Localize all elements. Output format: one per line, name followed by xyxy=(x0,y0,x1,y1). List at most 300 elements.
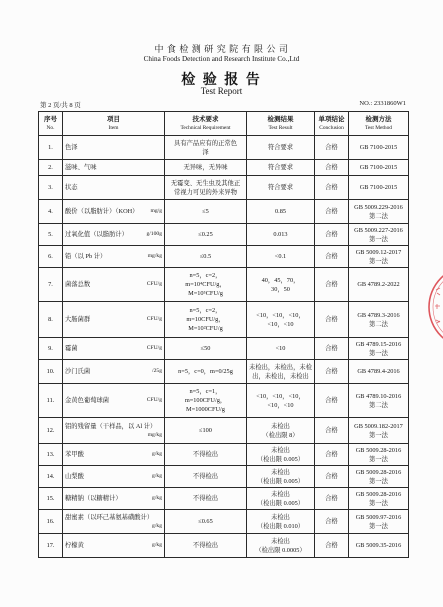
item-name: 糖精钠（以糖精计） xyxy=(65,495,122,502)
item-cell xyxy=(63,444,165,466)
requirement-line: ≤5 xyxy=(202,208,209,215)
item-wrap xyxy=(64,494,163,503)
item-wrap xyxy=(64,344,163,353)
requirement-cell xyxy=(165,338,247,360)
requirement-cell xyxy=(165,136,247,160)
method-cell xyxy=(349,268,409,302)
report-title-en: Test Report xyxy=(200,86,243,96)
item-name: 菌落总数 xyxy=(65,281,91,288)
result-cell xyxy=(247,444,315,466)
item-unit: g/kg xyxy=(152,451,162,457)
row-number: 2. xyxy=(48,164,53,171)
item-name: 色泽 xyxy=(65,144,78,151)
column-header-cn: 技术要求 xyxy=(192,115,219,123)
method-line: GB 5009.227-2016 xyxy=(354,226,403,234)
item-wrap xyxy=(64,367,163,376)
conclusion-cell xyxy=(315,246,349,268)
result-cell xyxy=(247,246,315,268)
result-cell xyxy=(247,200,315,224)
result-line: （检出限 0.005） xyxy=(256,455,305,463)
row-number-cell xyxy=(39,302,63,338)
column-header-result xyxy=(247,112,315,136)
company-name-cn: 中 食 检 测 研 究 院 有 限 公 司 xyxy=(154,44,289,54)
row-number: 3. xyxy=(48,184,53,191)
page-number: 第 2 页/共 8 页 xyxy=(40,102,81,109)
table-row xyxy=(39,176,409,200)
row-number-cell xyxy=(39,176,63,200)
result-cell xyxy=(247,488,315,510)
item-cell xyxy=(63,534,165,558)
seal-outer-ring xyxy=(429,266,443,348)
item-cell xyxy=(63,200,165,224)
conclusion-cell xyxy=(315,488,349,510)
item-unit: g/100g xyxy=(146,231,162,237)
method-line: GB 5009.12-2017 xyxy=(355,248,402,256)
method-cell xyxy=(349,136,409,160)
item-wrap xyxy=(64,513,163,531)
requirement-cell xyxy=(165,224,247,246)
method-cell xyxy=(349,338,409,360)
row-number-cell xyxy=(39,268,63,302)
conclusion-cell xyxy=(315,302,349,338)
column-header-conclusion xyxy=(315,112,349,136)
item-unit: mg/g xyxy=(150,208,162,214)
method-line: GB 4789.2-2022 xyxy=(357,281,400,288)
item-name: 酸价（以脂肪计）（KOH） xyxy=(65,208,139,215)
item-cell xyxy=(63,488,165,510)
result-cell xyxy=(247,302,315,338)
item-name: 苯甲酸 xyxy=(65,451,84,458)
conclusion: 合格 xyxy=(325,518,338,525)
conclusion: 合格 xyxy=(325,345,338,352)
result-line: 符合要求 xyxy=(267,164,294,171)
row-number: 12. xyxy=(46,427,55,434)
requirement-line: M=10⁵CFU/g xyxy=(188,290,223,297)
conclusion: 合格 xyxy=(325,542,338,549)
method-line: GB 7100-2015 xyxy=(359,184,398,191)
column-header-cn: 项目 xyxy=(107,115,120,123)
column-header-cn: 检测方法 xyxy=(365,115,392,123)
conclusion-cell xyxy=(315,200,349,224)
method-cell xyxy=(349,510,409,534)
item-cell xyxy=(63,302,165,338)
item-wrap xyxy=(64,163,163,172)
conclusion: 合格 xyxy=(325,231,338,238)
conclusion-cell xyxy=(315,268,349,302)
table-row xyxy=(39,360,409,384)
row-number-cell xyxy=(39,136,63,160)
requirement-cell xyxy=(165,466,247,488)
requirement-cell xyxy=(165,160,247,176)
column-header-cn: 序号 xyxy=(44,115,57,123)
conclusion-cell xyxy=(315,224,349,246)
conclusion-cell xyxy=(315,160,349,176)
result-line: 未检出 xyxy=(271,422,290,430)
column-header-requirement xyxy=(165,112,247,136)
conclusion: 合格 xyxy=(325,184,338,191)
requirement-line: n=5，c=0，m=0/25g xyxy=(178,368,233,375)
method-line: 第二法 xyxy=(369,401,388,409)
row-number: 16. xyxy=(46,518,55,525)
table-row xyxy=(39,268,409,302)
requirement-cell xyxy=(165,510,247,534)
requirement-line: 不得检出 xyxy=(192,542,219,549)
requirement-line: m=10CFU/g， xyxy=(186,316,225,323)
row-number: 10. xyxy=(46,368,55,375)
item-unit: mg/kg xyxy=(147,431,162,438)
result-cell xyxy=(247,360,315,384)
conclusion: 合格 xyxy=(325,397,338,404)
method-cell xyxy=(349,534,409,558)
requirement-cell xyxy=(165,246,247,268)
table-row xyxy=(39,418,409,444)
method-cell xyxy=(349,302,409,338)
result-line: 0.013 xyxy=(273,231,288,238)
row-number: 1. xyxy=(48,144,53,151)
result-line: <10，<10 xyxy=(267,320,294,328)
requirement-line: 常视力可见的外来异物 xyxy=(174,188,237,196)
requirement-line: ≤0.5 xyxy=(199,253,212,260)
result-line: （检出限 0.005） xyxy=(256,499,305,507)
table-row xyxy=(39,466,409,488)
table-row xyxy=(39,136,409,160)
item-cell xyxy=(63,224,165,246)
method-line: GB 4789.10-2016 xyxy=(355,392,402,400)
result-line: 符合要求 xyxy=(267,144,294,151)
item-wrap xyxy=(64,207,163,216)
requirement-line: ≤100 xyxy=(199,427,212,434)
result-line: <10，<10 xyxy=(267,401,294,409)
item-wrap xyxy=(64,541,163,550)
method-line: 第一法 xyxy=(369,431,388,439)
column-header-item xyxy=(63,112,165,136)
item-name: 铅（以 Pb 计） xyxy=(65,253,107,260)
result-cell xyxy=(247,268,315,302)
item-wrap xyxy=(64,230,163,239)
item-unit: CFU/g xyxy=(146,316,162,322)
column-header-no xyxy=(39,112,63,136)
result-line: （检出限 8） xyxy=(262,431,299,439)
conclusion: 合格 xyxy=(325,451,338,458)
method-cell xyxy=(349,176,409,200)
requirement-cell xyxy=(165,176,247,200)
method-line: GB 7100-2015 xyxy=(359,144,398,151)
result-line: 未检出 xyxy=(271,490,290,498)
result-cell xyxy=(247,534,315,558)
conclusion: 合格 xyxy=(325,281,338,288)
item-cell xyxy=(63,160,165,176)
method-line: 第一法 xyxy=(369,235,388,243)
item-name: 状态 xyxy=(65,184,78,191)
conclusion-cell xyxy=(315,466,349,488)
item-unit: CFU/g xyxy=(146,345,162,351)
row-number: 7. xyxy=(48,281,53,288)
requirement-line: 无异味，无异味 xyxy=(183,164,228,171)
conclusion: 合格 xyxy=(325,368,338,375)
row-number: 15. xyxy=(46,495,55,502)
item-cell xyxy=(63,384,165,418)
method-line: GB 5009.229-2016 xyxy=(354,203,403,211)
table-row xyxy=(39,444,409,466)
requirement-cell xyxy=(165,384,247,418)
column-header-en: Technical Requirement xyxy=(180,124,231,131)
method-line: GB 5009.28-2016 xyxy=(355,490,402,498)
result-line: 30，50 xyxy=(271,285,290,293)
result-cell xyxy=(247,338,315,360)
row-number-cell xyxy=(39,246,63,268)
method-cell xyxy=(349,418,409,444)
table-row xyxy=(39,200,409,224)
row-number-cell xyxy=(39,466,63,488)
item-unit: g/kg xyxy=(152,542,162,548)
requirement-cell xyxy=(165,418,247,444)
method-cell xyxy=(349,160,409,176)
result-line: <0.1 xyxy=(274,253,287,260)
requirement-line: ≤0.25 xyxy=(198,231,213,238)
item-name: 滋味、气味 xyxy=(65,164,97,171)
table-row xyxy=(39,224,409,246)
row-number: 14. xyxy=(46,473,55,480)
requirement-line: m=10⁴CFU/g， xyxy=(185,281,226,288)
method-line: 第一法 xyxy=(369,522,388,530)
requirement-line: 不得检出 xyxy=(192,451,219,458)
method-cell xyxy=(349,384,409,418)
conclusion: 合格 xyxy=(325,427,338,434)
requirement-line: ≤0.65 xyxy=(198,518,213,525)
item-wrap xyxy=(64,183,163,192)
column-header-en: Item xyxy=(108,124,119,131)
requirement-line: 无霉变、无生虫及其他正 xyxy=(170,179,241,187)
result-line: （检出限 0.0005） xyxy=(255,546,306,554)
result-line: 未检出 xyxy=(271,537,290,545)
item-unit: g/kg xyxy=(152,495,162,501)
item-unit: CFU/g xyxy=(146,397,162,403)
method-line: 第一法 xyxy=(369,349,388,357)
requirement-cell xyxy=(165,302,247,338)
result-cell xyxy=(247,136,315,160)
item-wrap xyxy=(64,143,163,152)
requirement-cell xyxy=(165,534,247,558)
requirement-cell xyxy=(165,444,247,466)
requirement-line: n=5，c=2， xyxy=(189,272,222,279)
conclusion: 合格 xyxy=(325,253,338,260)
test-results-table xyxy=(38,111,409,558)
column-header-en: Test Method xyxy=(364,124,393,131)
item-name: 大肠菌群 xyxy=(65,316,91,323)
method-line: GB 4789.15-2016 xyxy=(355,340,402,348)
item-name: 过氧化值（以脂肪计） xyxy=(65,231,128,238)
company-name-en: China Foods Detection and Research Institute Co.,Ltd xyxy=(143,55,300,63)
item-wrap xyxy=(64,252,163,261)
conclusion-cell xyxy=(315,136,349,160)
requirement-line: M=1000CFU/g xyxy=(186,406,225,413)
method-cell xyxy=(349,488,409,510)
method-line: GB 5009.28-2016 xyxy=(355,446,402,454)
item-cell xyxy=(63,338,165,360)
item-wrap xyxy=(64,472,163,481)
report-title-cn: 检 验 报 告 xyxy=(181,73,262,88)
table-row xyxy=(39,302,409,338)
table-header-row xyxy=(39,112,409,136)
method-line: 第一法 xyxy=(369,499,388,507)
method-cell xyxy=(349,200,409,224)
conclusion-cell xyxy=(315,384,349,418)
item-cell xyxy=(63,466,165,488)
method-cell xyxy=(349,444,409,466)
row-number: 6. xyxy=(48,253,53,260)
item-wrap xyxy=(64,315,163,324)
item-cell xyxy=(63,268,165,302)
column-header-method xyxy=(349,112,409,136)
row-number-cell xyxy=(39,510,63,534)
conclusion: 合格 xyxy=(325,208,338,215)
requirement-line: 不得检出 xyxy=(192,473,219,480)
item-name: 金黄色葡萄球菌 xyxy=(65,397,110,404)
result-line: 出，未检出，未检出 xyxy=(252,372,309,380)
item-unit: g/kg xyxy=(152,522,162,529)
table-row xyxy=(39,384,409,418)
result-line: 未检出 xyxy=(271,468,290,476)
row-number-cell xyxy=(39,534,63,558)
method-line: 第二法 xyxy=(369,212,388,220)
conclusion: 合格 xyxy=(325,164,338,171)
result-cell xyxy=(247,224,315,246)
method-line: 第二法 xyxy=(369,320,388,328)
table-row xyxy=(39,510,409,534)
row-number-cell xyxy=(39,338,63,360)
result-line: <10，<10，<10， xyxy=(256,392,305,400)
method-line: GB 5009.182-2017 xyxy=(354,422,403,430)
method-cell xyxy=(349,246,409,268)
result-line: 0.85 xyxy=(274,208,287,215)
item-unit: CFU/g xyxy=(146,281,162,287)
item-cell xyxy=(63,136,165,160)
table-row xyxy=(39,338,409,360)
method-line: GB 5009.35-2016 xyxy=(355,542,402,549)
item-name: 霉菌 xyxy=(65,345,78,352)
conclusion-cell xyxy=(315,444,349,466)
method-line: GB 5009.97-2016 xyxy=(355,513,402,521)
row-number: 4. xyxy=(48,208,53,215)
item-wrap xyxy=(64,280,163,289)
result-cell xyxy=(247,466,315,488)
row-number-cell xyxy=(39,224,63,246)
method-line: 第一法 xyxy=(369,257,388,265)
conclusion-cell xyxy=(315,338,349,360)
requirement-line: 具有产品应有的正常色 xyxy=(174,139,237,147)
item-unit: g/kg xyxy=(152,473,162,479)
inspection-seal xyxy=(418,262,443,352)
method-line: GB 7100-2015 xyxy=(359,164,398,171)
result-cell xyxy=(247,176,315,200)
requirement-line: 泽 xyxy=(202,148,209,156)
requirement-line: n=5，c=2， xyxy=(189,307,222,314)
method-cell xyxy=(349,360,409,384)
conclusion-cell xyxy=(315,176,349,200)
result-cell xyxy=(247,160,315,176)
row-number-cell xyxy=(39,360,63,384)
conclusion: 合格 xyxy=(325,316,338,323)
item-unit: /25g xyxy=(152,368,162,374)
item-cell xyxy=(63,246,165,268)
row-number: 11. xyxy=(46,397,55,404)
table-row xyxy=(39,246,409,268)
conclusion-cell xyxy=(315,360,349,384)
conclusion: 合格 xyxy=(325,144,338,151)
result-line: 未检出 xyxy=(271,446,290,454)
conclusion-cell xyxy=(315,534,349,558)
method-line: 第一法 xyxy=(369,477,388,485)
result-line: （检出限 0.005） xyxy=(256,477,305,485)
result-line: （检出限 0.010） xyxy=(256,522,305,530)
row-number: 8. xyxy=(48,316,53,323)
item-name: 甜蜜素（以环己基氨基磺酸计） xyxy=(65,513,154,521)
method-line: GB 5009.28-2016 xyxy=(355,468,402,476)
requirement-cell xyxy=(165,360,247,384)
item-unit: mg/kg xyxy=(147,253,162,259)
requirement-cell xyxy=(165,268,247,302)
requirement-cell xyxy=(165,488,247,510)
result-cell xyxy=(247,384,315,418)
item-name: 沙门氏菌 xyxy=(65,368,91,375)
row-number-cell xyxy=(39,200,63,224)
item-cell xyxy=(63,510,165,534)
item-name: 铝的残留量（干样品，以 Al 计） xyxy=(65,422,157,430)
conclusion: 合格 xyxy=(325,495,338,502)
item-name: 山梨酸 xyxy=(65,473,84,480)
row-number-cell xyxy=(39,418,63,444)
result-line: 40，45，70， xyxy=(261,276,300,284)
item-cell xyxy=(63,176,165,200)
row-number-cell xyxy=(39,384,63,418)
requirement-cell xyxy=(165,200,247,224)
requirement-line: n=5，c=1， xyxy=(189,388,222,395)
item-name: 柠檬黄 xyxy=(65,542,84,549)
requirement-line: m=100CFU/g， xyxy=(184,397,227,404)
table-row xyxy=(39,160,409,176)
requirement-line: ≤50 xyxy=(200,345,211,352)
column-header-cn: 单项结论 xyxy=(318,115,345,123)
row-number-cell xyxy=(39,160,63,176)
item-cell xyxy=(63,418,165,444)
result-cell xyxy=(247,510,315,534)
column-header-en: No. xyxy=(46,124,55,131)
column-header-en: Conclusion xyxy=(319,124,344,131)
result-line: <10 xyxy=(275,345,286,352)
column-header-en: Test Result xyxy=(268,124,293,131)
report-number: NO.: 2331860W1 xyxy=(359,100,406,107)
item-wrap xyxy=(64,396,163,405)
column-header-cn: 检测结果 xyxy=(267,115,294,123)
method-cell xyxy=(349,224,409,246)
requirement-line: 不得检出 xyxy=(192,495,219,502)
result-line: <10，<10，<10， xyxy=(256,311,305,319)
item-wrap xyxy=(64,450,163,459)
conclusion: 合格 xyxy=(325,473,338,480)
result-cell xyxy=(247,418,315,444)
row-number: 13. xyxy=(46,451,55,458)
table-body xyxy=(39,136,409,558)
row-number-cell xyxy=(39,488,63,510)
item-wrap xyxy=(64,422,163,440)
method-line: 第一法 xyxy=(369,455,388,463)
conclusion-cell xyxy=(315,510,349,534)
method-line: GB 4789.4-2016 xyxy=(357,368,400,375)
table-row xyxy=(39,534,409,558)
method-line: GB 4789.3-2016 xyxy=(357,311,400,319)
row-number: 17. xyxy=(46,542,55,549)
row-number: 9. xyxy=(48,345,53,352)
